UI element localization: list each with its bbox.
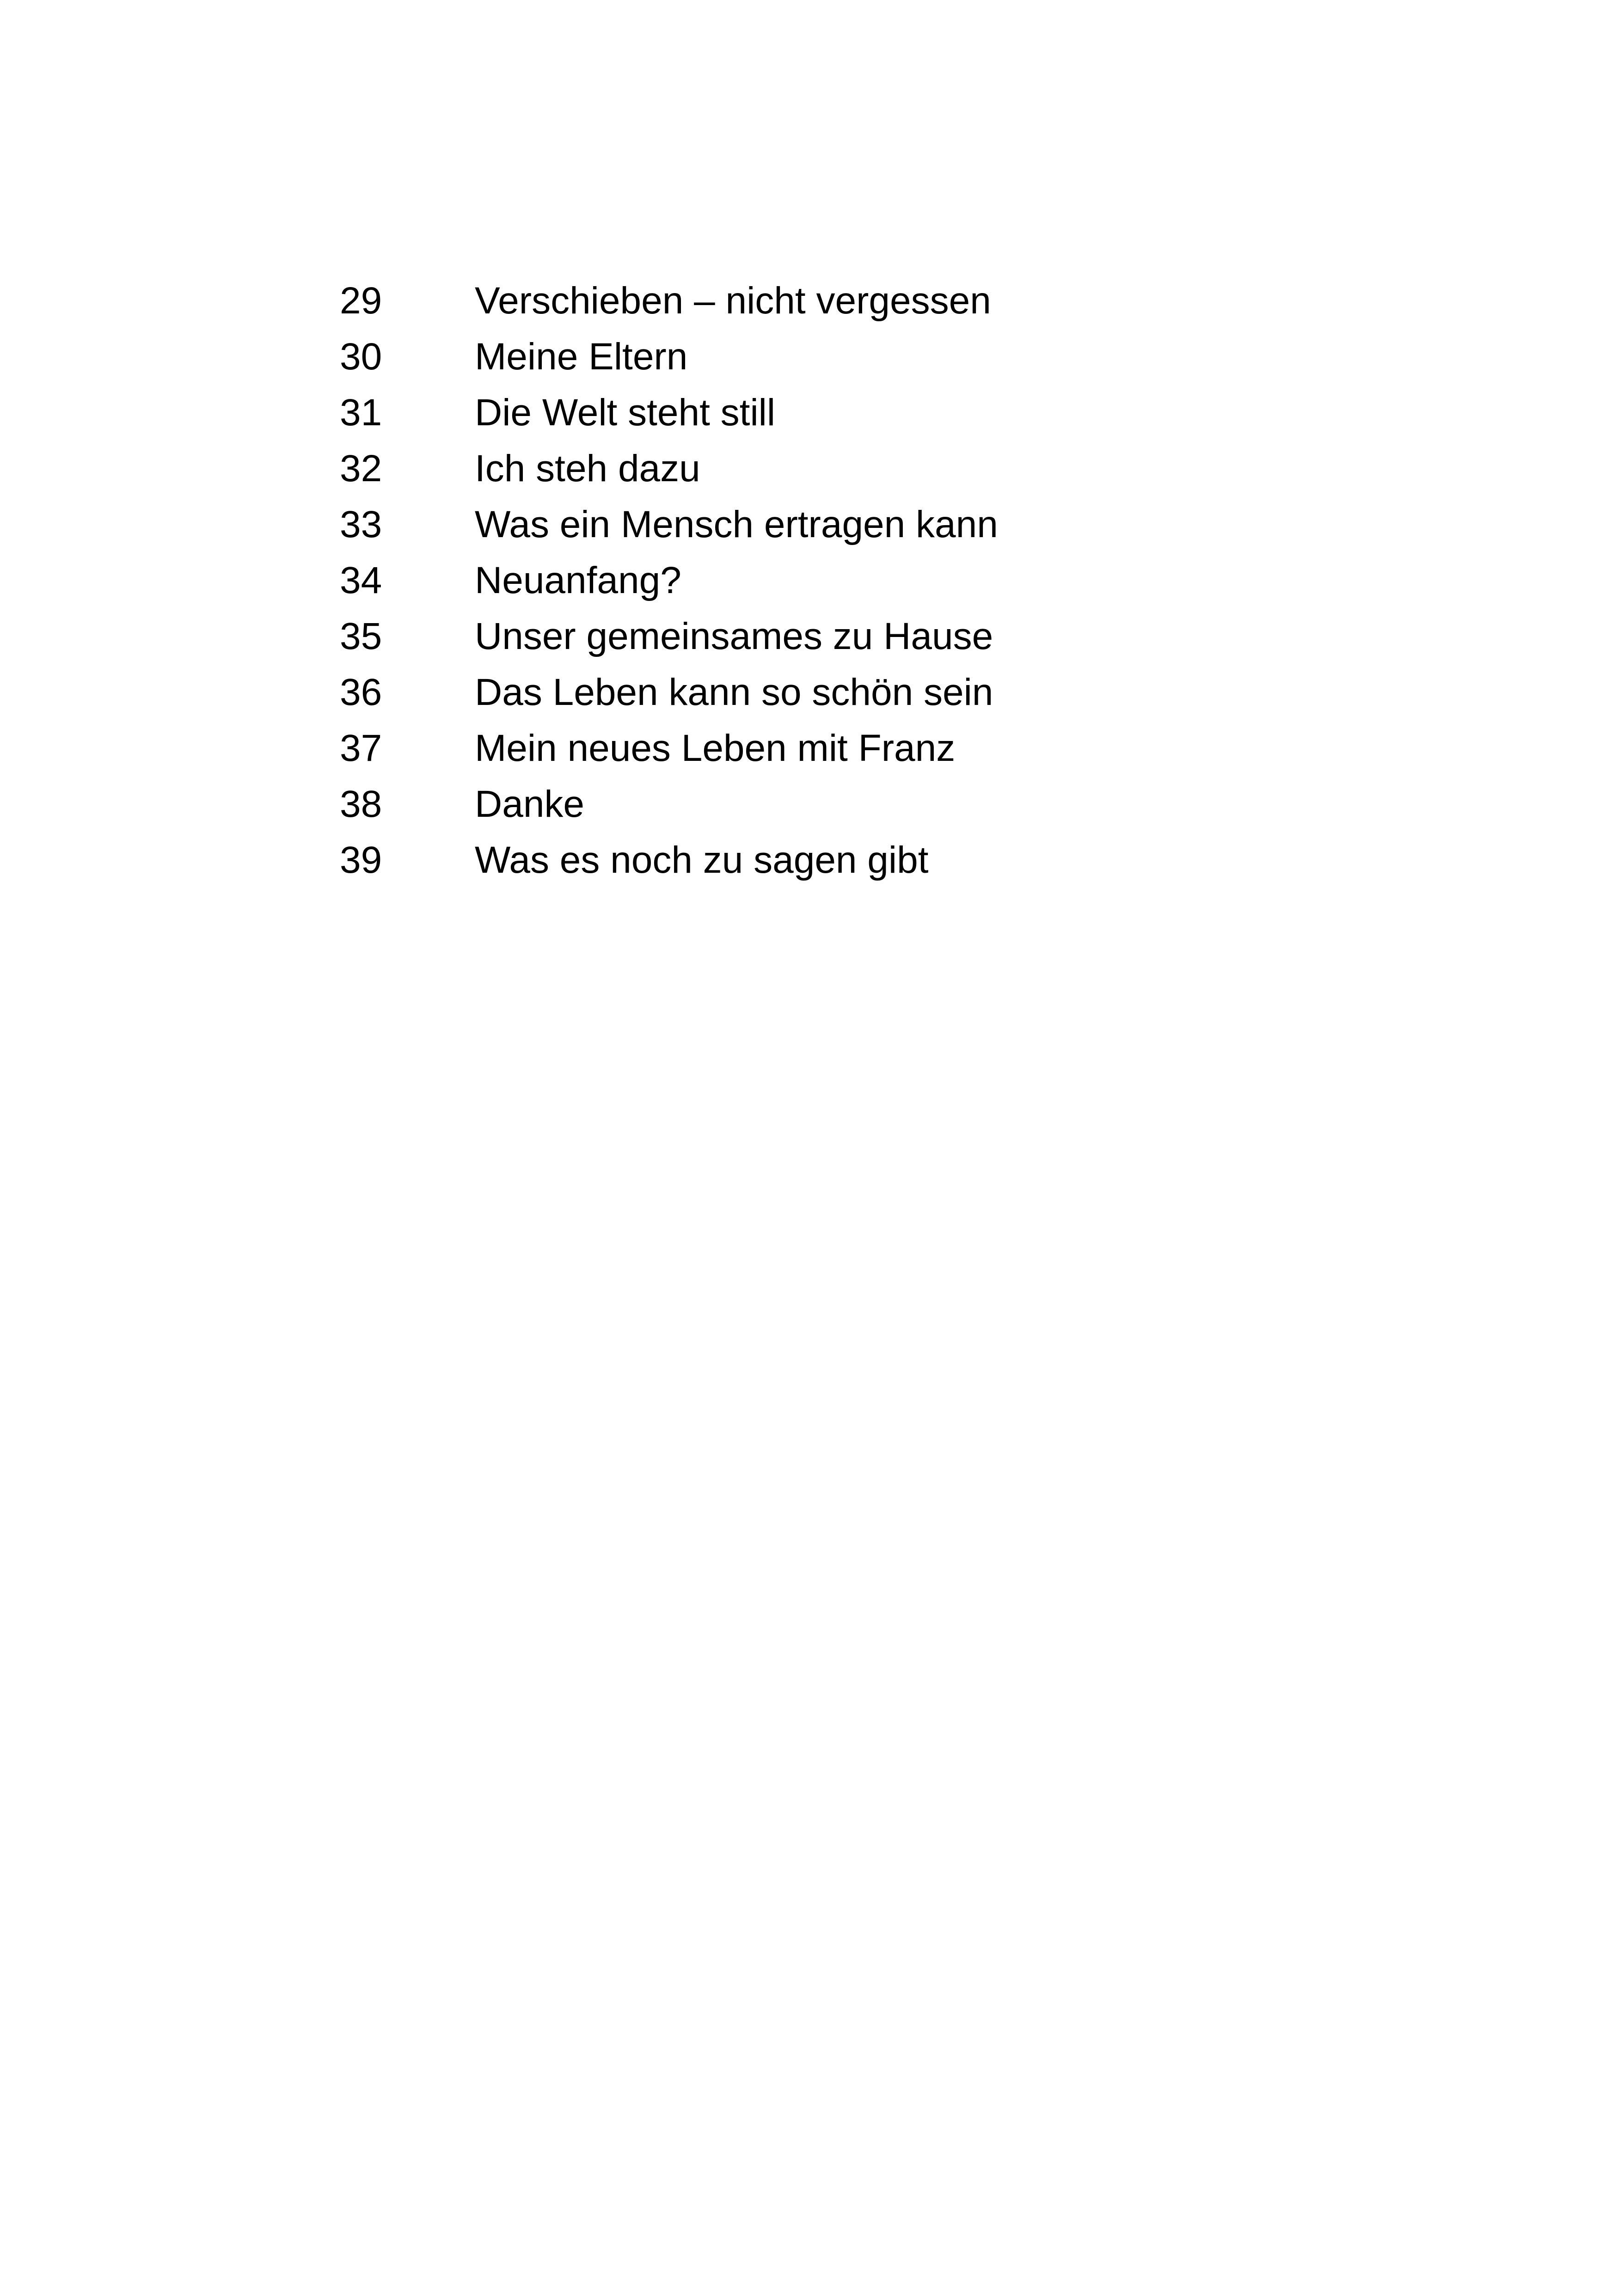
- toc-entry: [340, 664, 1449, 720]
- chapter-number: 34: [340, 559, 382, 601]
- chapter-title: Neuanfang?: [475, 559, 681, 601]
- chapter-number: 39: [340, 839, 382, 881]
- toc-entry: [340, 329, 1449, 385]
- toc-entry: [340, 441, 1449, 496]
- chapter-number: 35: [340, 615, 382, 657]
- toc-entry: [340, 496, 1449, 552]
- chapter-number: 33: [340, 503, 382, 545]
- toc-entry: [340, 552, 1449, 608]
- toc-entry: [340, 385, 1449, 441]
- chapter-title: Was es noch zu sagen gibt: [475, 839, 929, 881]
- toc-entry: [340, 608, 1449, 664]
- chapter-title: Was ein Mensch ertragen kann: [475, 503, 998, 545]
- chapter-number: 29: [340, 280, 382, 322]
- chapter-number: 37: [340, 727, 382, 769]
- chapter-title: Verschieben – nicht vergessen: [475, 280, 991, 322]
- chapter-title: Das Leben kann so schön sein: [475, 671, 993, 713]
- toc-entry: [340, 832, 1449, 888]
- chapter-title: Die Welt steht still: [475, 392, 776, 434]
- chapter-number: 31: [340, 392, 382, 434]
- chapter-title: Mein neues Leben mit Franz: [475, 727, 956, 769]
- chapter-number: 32: [340, 447, 382, 490]
- toc-entry: [340, 720, 1449, 776]
- chapter-title: Unser gemeinsames zu Hause: [475, 615, 993, 657]
- chapter-number: 30: [340, 336, 382, 378]
- chapter-number: 36: [340, 671, 382, 713]
- chapter-number: 38: [340, 783, 382, 825]
- chapter-title: Danke: [475, 783, 585, 825]
- toc-entry: [340, 273, 1449, 329]
- chapter-title: Meine Eltern: [475, 336, 688, 378]
- chapter-title: Ich steh dazu: [475, 447, 700, 490]
- table-of-contents: [340, 273, 1449, 888]
- toc-entry: [340, 776, 1449, 832]
